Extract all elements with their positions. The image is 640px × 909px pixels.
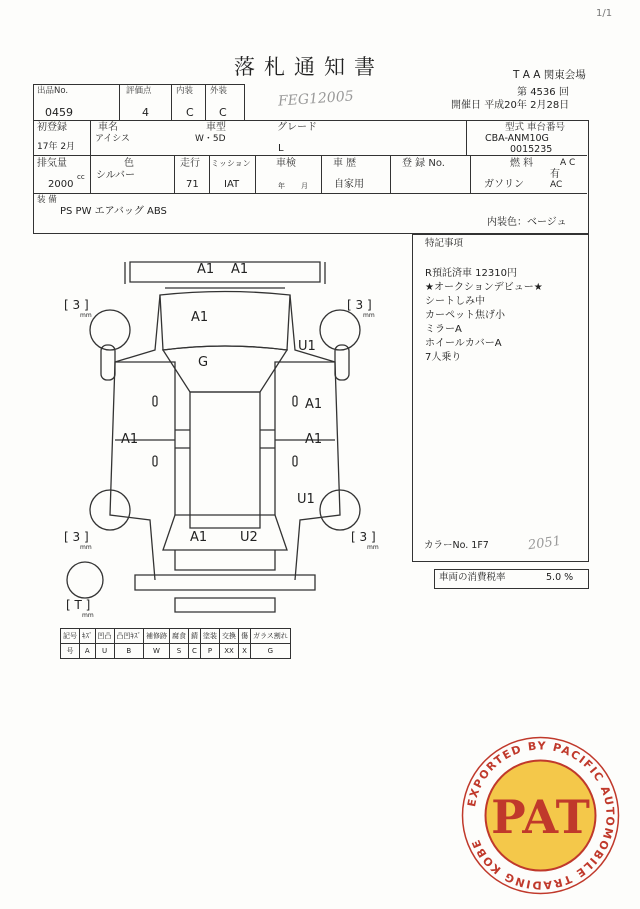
held-date: 開催日 平成20年 2月28日 (451, 100, 570, 111)
cc-unit: cc (77, 173, 85, 181)
pat-stamp-logo (458, 733, 623, 898)
handwritten-number: 2051 (527, 533, 562, 554)
score-value: 4 (142, 106, 149, 119)
damage-rear-2: U2 (240, 530, 258, 545)
fuel-label: 燃 料 (510, 158, 534, 169)
tax-value: 5.0 % (546, 572, 574, 583)
notes-line: ホイールカバーA (425, 338, 502, 349)
notes-label: 特記事項 (425, 238, 464, 249)
model-value: CBA-ANM10G (485, 133, 549, 144)
notes-line: R預託済車 12310円 (425, 268, 517, 279)
chassis-number: 0015235 (510, 144, 553, 155)
color-number: カラーNo. 1F7 (424, 540, 489, 551)
color-value: シルバー (96, 170, 136, 181)
exterior-label: 外装 (210, 86, 228, 96)
exterior-value: C (219, 106, 227, 119)
model-label: 型式 車台番号 (505, 122, 566, 133)
damage-front-bumper-2: A1 (231, 262, 249, 277)
tire-spare: [ T ] mm (66, 598, 94, 619)
rear-bumper-outline (135, 575, 315, 590)
score-label: 評価点 (126, 86, 152, 96)
document-title: 落札通知書 (234, 55, 384, 79)
mileage-label: 走行 (180, 158, 200, 169)
inspection-month-unit: 月 (301, 182, 308, 190)
front-bumper-outline (130, 262, 320, 282)
first-reg-label: 初登録 (37, 122, 67, 133)
spare-tire (67, 562, 103, 598)
damage-hood: A1 (191, 310, 209, 325)
notes-line: カーペット焦げ小 (425, 310, 505, 321)
history-label: 車 歴 (333, 158, 357, 169)
lot-number: 0459 (45, 106, 73, 119)
equipment-label: 装 備 (37, 195, 57, 205)
rear-hatch-outline (163, 515, 287, 550)
displacement-value: 2000 (48, 179, 74, 190)
car-type-label: 車型 (206, 122, 226, 133)
damage-fender-right: U1 (298, 339, 316, 354)
lot-label: 出品No. (37, 86, 69, 96)
damage-rear-1: A1 (190, 530, 208, 545)
damage-legend: 記号 ｷｽﾞ 凹凸 凸凹ｷｽﾞ 補修跡 腐食 錆 塗装 交換 傷 ガラス割れ 号 A U B W S C P XX X G (60, 628, 291, 659)
tire-rear-left: [ 3 ] mm (64, 530, 92, 551)
tire-front-right: [ 3 ] mm (347, 298, 375, 319)
svg-text:EXPORTED BY PACIFIC AUTOMOBILE: EXPORTED BY PACIFIC AUTOMOBILE TRADING KOBE (465, 739, 617, 892)
windshield-outline (163, 346, 287, 392)
ac-label: A C (560, 158, 576, 168)
registration-label: 登 録 No. (402, 158, 445, 169)
ac-value: AC (550, 180, 563, 190)
venue: T A A 関東会場 (513, 69, 586, 81)
notes-line: ★オークションデビュー★ (425, 282, 543, 293)
page-number: 1/1 (596, 8, 613, 19)
car-name-value: アイシス (95, 134, 130, 144)
inspection-label: 車検 (276, 158, 296, 169)
equipment-value: PS PW エアバッグ ABS (60, 206, 167, 217)
damage-front-bumper-1: A1 (197, 262, 215, 277)
car-name-label: 車名 (98, 122, 118, 133)
notes-line: シートしみ中 (425, 296, 485, 307)
damage-door-left: A1 (121, 432, 139, 447)
car-damage-diagram (55, 250, 395, 620)
mission-label: ミッション (211, 159, 251, 168)
svg-text:PAT: PAT (491, 790, 590, 844)
fuel-value: ガソリン (484, 179, 524, 190)
tire-front-left: [ 3 ] mm (64, 298, 92, 319)
first-reg-value: 17年 2月 (37, 142, 76, 152)
notes-line: 7人乗り (425, 352, 462, 363)
hood-outline (160, 292, 290, 351)
car-type-value: W・5D (195, 134, 226, 144)
grade-value: L (278, 143, 284, 154)
grade-label: グレード (277, 122, 317, 133)
interior-color: 内装色：ベージュ (487, 217, 567, 228)
color-label: 色 (124, 158, 134, 169)
session: 第 4536 回 (517, 87, 569, 98)
interior-value: C (186, 106, 194, 119)
inspection-year-unit: 年 (278, 182, 285, 190)
history-value: 自家用 (334, 179, 364, 190)
damage-quarter-right: U1 (297, 492, 315, 507)
tire-rear-right: [ 3 ] mm (351, 530, 379, 551)
mission-value: IAT (224, 179, 240, 190)
damage-windshield: G (198, 355, 209, 370)
damage-door-front-right: A1 (305, 397, 323, 412)
wheel-front-left (90, 310, 130, 350)
displacement-label: 排気量 (37, 158, 67, 169)
damage-door-rear-right: A1 (305, 432, 323, 447)
notes-line: ミラーA (425, 324, 462, 335)
interior-label: 内装 (176, 86, 194, 96)
ac-yes: 有 (550, 169, 560, 180)
mileage-value: 71 (186, 179, 199, 190)
roof-outline (190, 392, 260, 515)
tax-label: 車両の消費税率 (439, 572, 506, 583)
notes-list (425, 267, 543, 365)
handwritten-note: FEG12005 (277, 88, 355, 110)
